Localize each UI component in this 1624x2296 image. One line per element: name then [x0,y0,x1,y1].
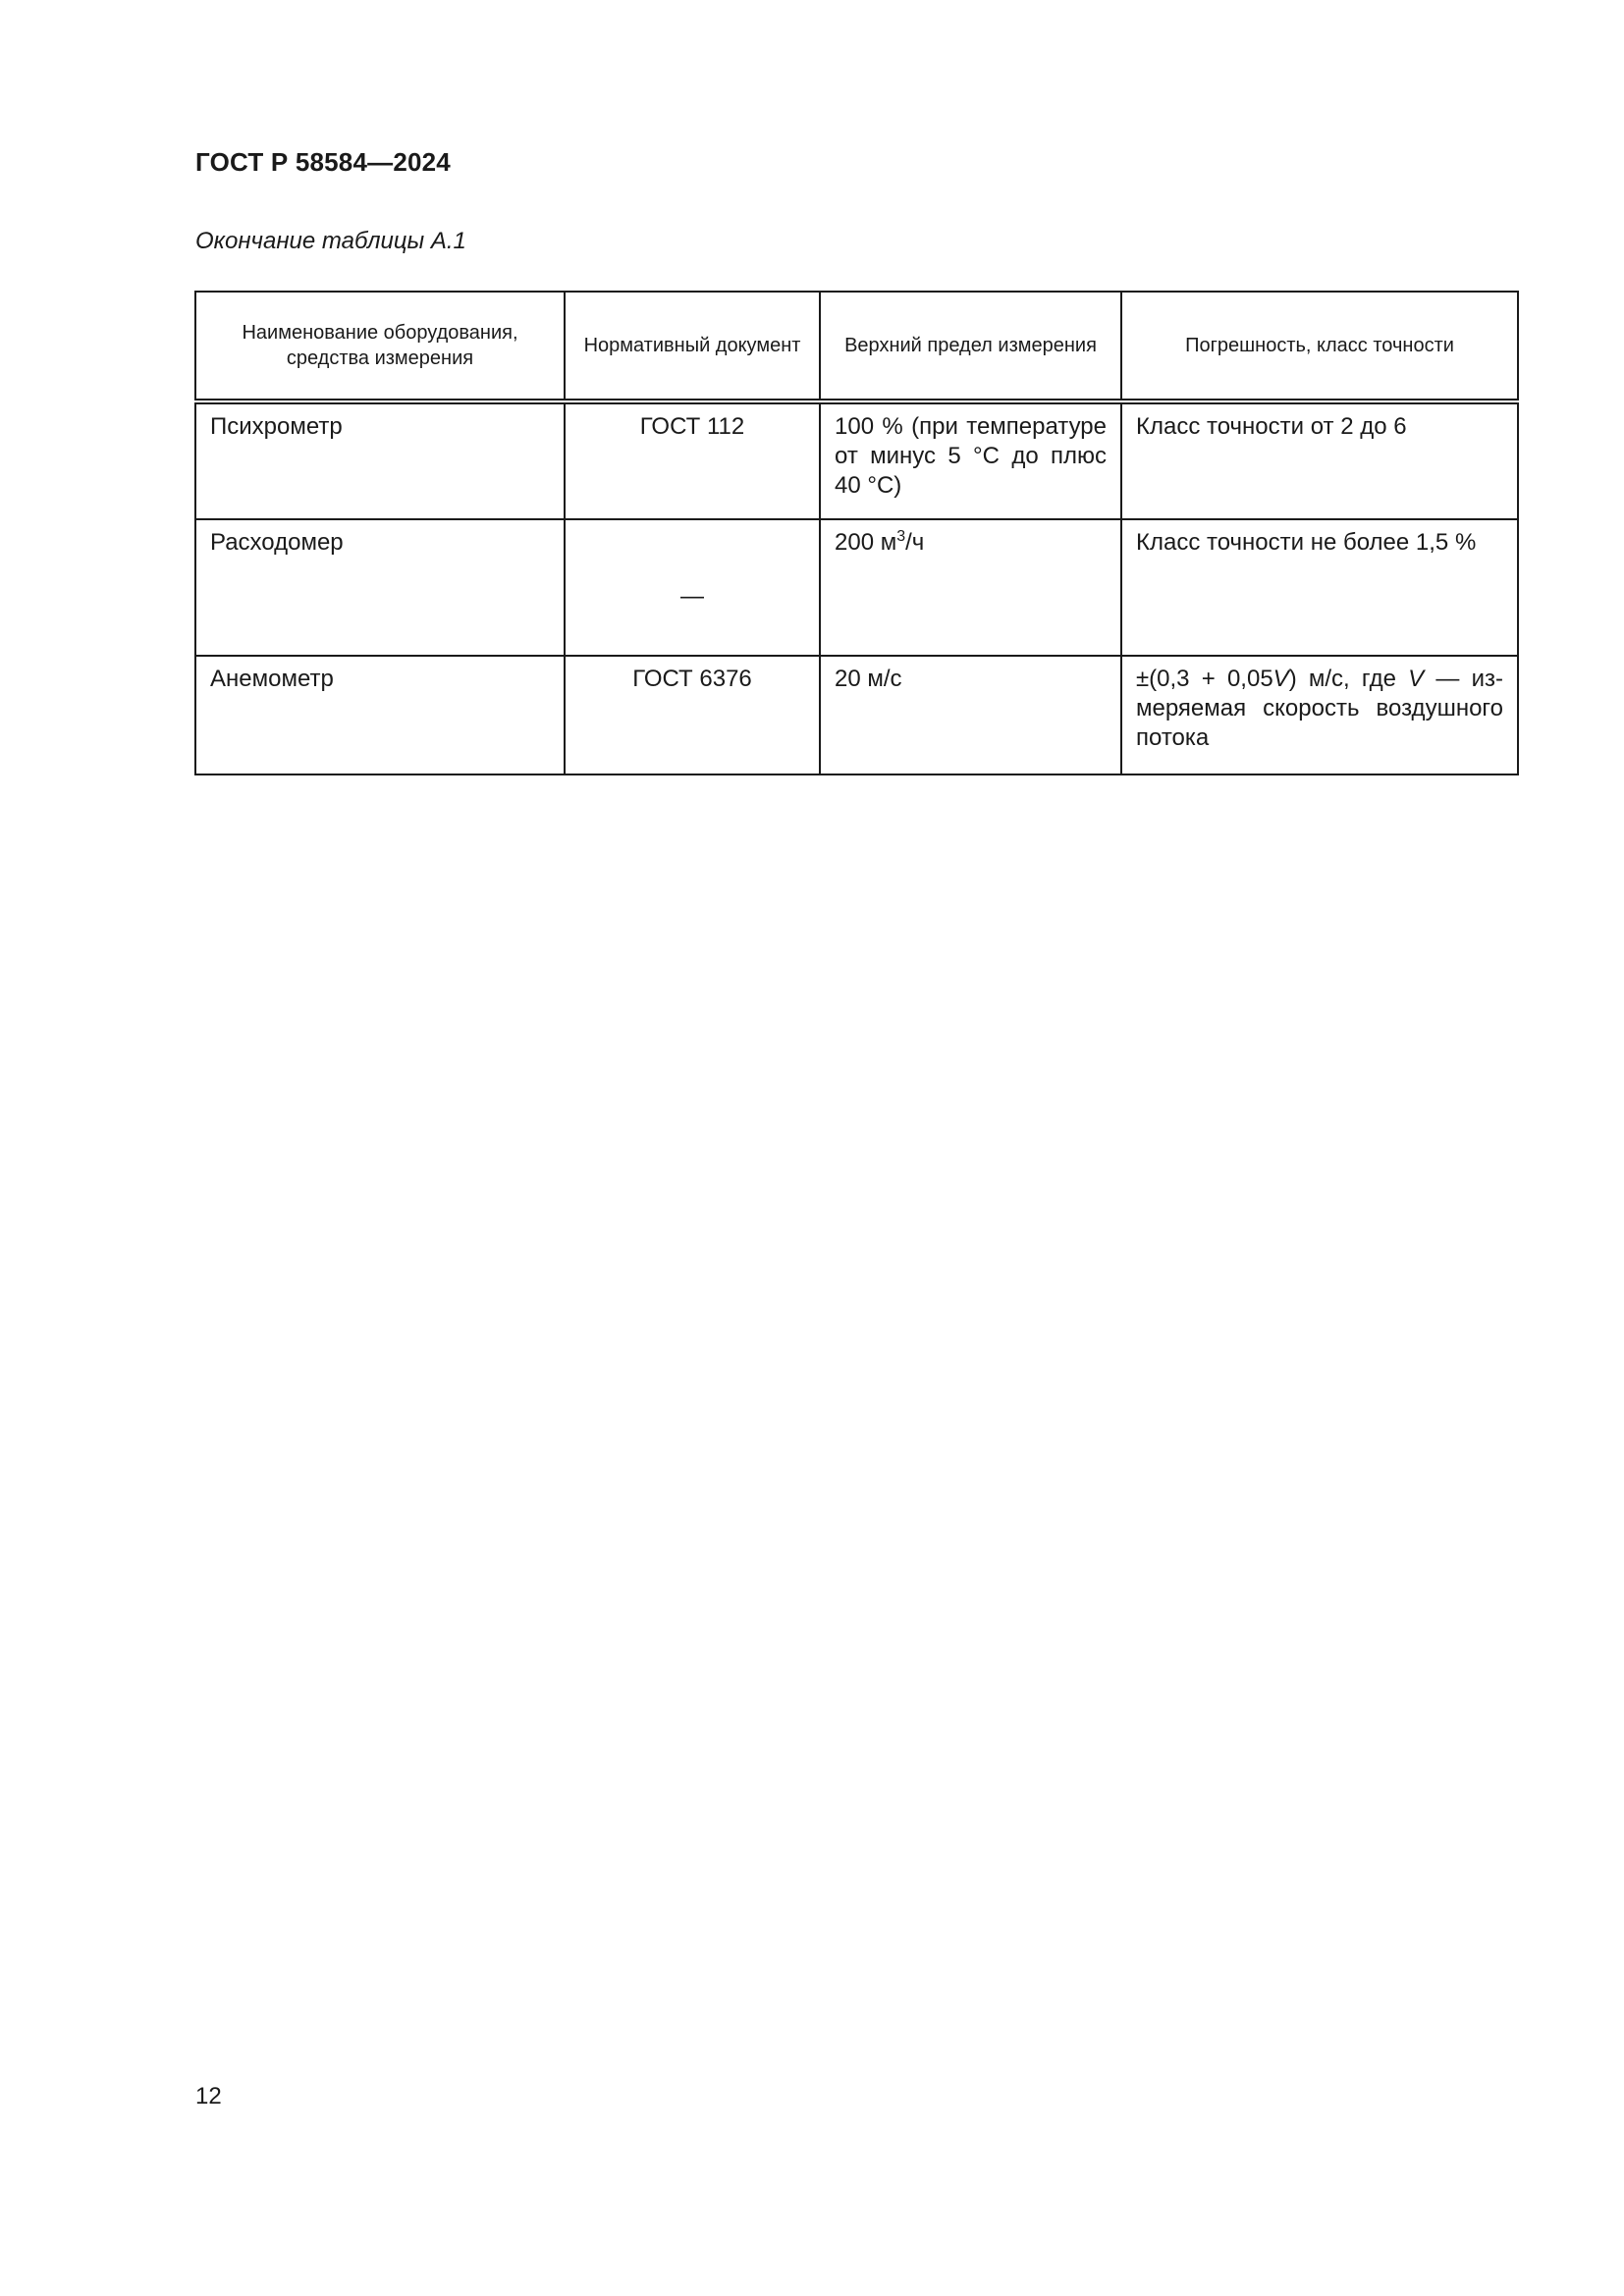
upper-limit-value: 200 м [835,529,897,556]
equipment-table [194,291,1519,775]
cell-upper-limit: 20 м/с [820,656,1121,774]
accuracy-variable: V [1272,666,1289,692]
table-row [195,519,1518,656]
table-header-row [195,292,1518,401]
column-header-accuracy: Погрешность, класс точности [1121,292,1518,401]
table-row [195,656,1518,774]
page-number: 12 [195,2083,222,2109]
cell-name: Расходомер [195,519,565,656]
upper-limit-unit: /ч [905,529,925,556]
cell-upper-limit: 100 % (при температуре от минус 5 °С до плюс 40 °С) [820,401,1121,519]
table-row [195,401,1518,519]
cell-name: Психрометр [195,401,565,519]
accuracy-suffix: — измеряемая скорость воздушного потока [1136,666,1504,751]
cell-accuracy: Класс точности от 2 до 6 [1121,401,1518,519]
cell-normative-document: ГОСТ 112 [565,401,820,519]
accuracy-mid: ) м/с, где [1288,666,1409,692]
cell-normative-document: ГОСТ 6376 [565,656,820,774]
column-header-normative-document: Нормативный документ [565,292,820,401]
cell-name: Анемометр [195,656,565,774]
upper-limit-exponent: 3 [896,528,906,545]
cell-upper-limit [820,519,1121,656]
column-header-name: Наименование оборудования, средства измерения [195,292,565,401]
column-header-upper-limit: Верхний предел измерения [820,292,1121,401]
accuracy-variable: V [1408,666,1425,692]
cell-accuracy: Класс точности не более 1,5 % [1121,519,1518,656]
cell-accuracy [1121,656,1518,774]
document-header: ГОСТ Р 58584—2024 [195,147,451,177]
accuracy-prefix: ±(0,3 + 0,05 [1136,666,1273,692]
cell-normative-document: — [565,519,820,656]
table-caption: Окончание таблицы А.1 [195,228,466,254]
